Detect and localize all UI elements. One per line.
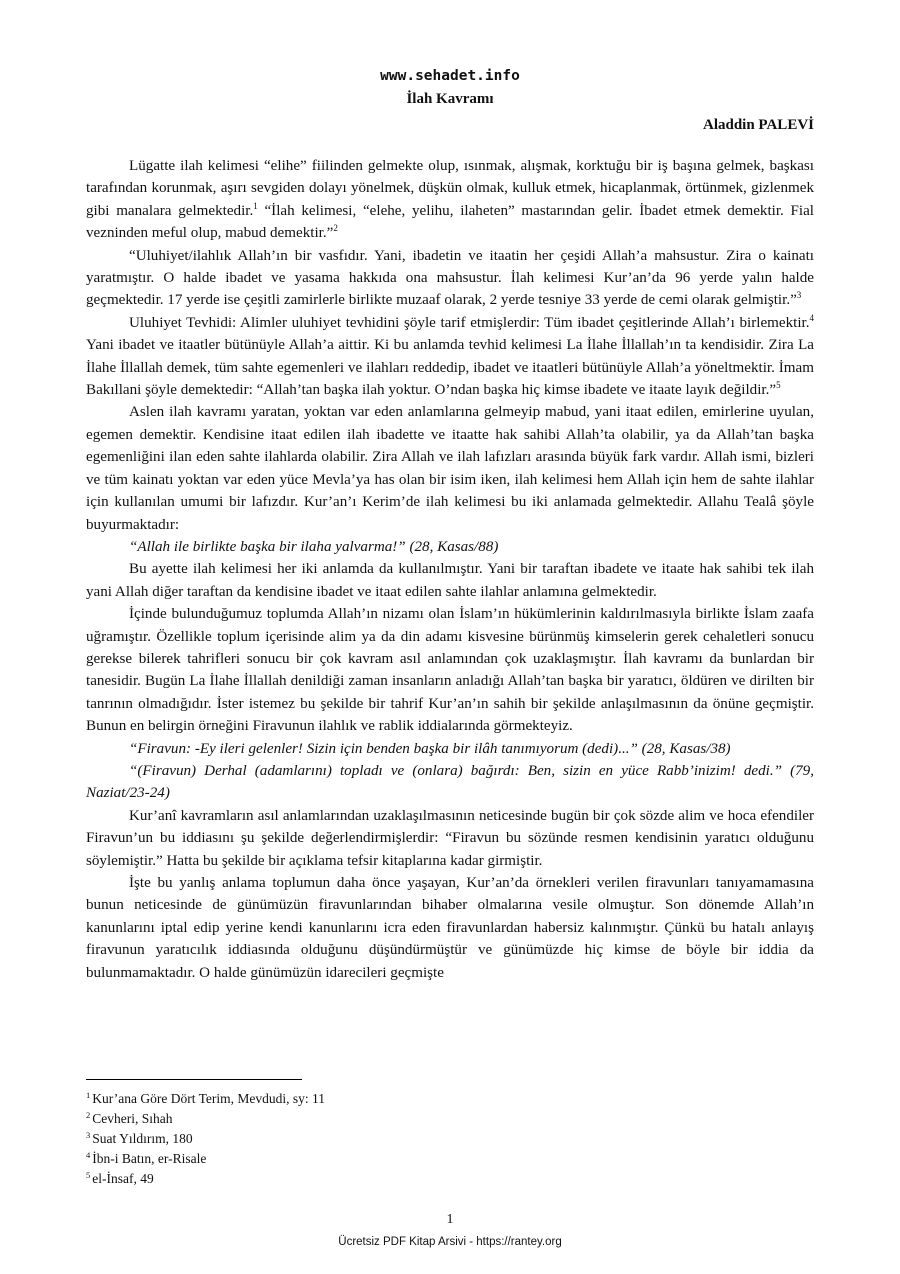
author-name: Aladdin PALEVİ [702, 117, 814, 133]
source-footer: Ücretsiz PDF Kitap Arsivi - https://rantey.org [338, 1236, 562, 1248]
footnotes [86, 1089, 325, 1189]
footnote-divider [86, 1079, 302, 1080]
article-body [86, 155, 814, 984]
footnote-ref-2: 2 [333, 223, 338, 234]
page-title: İlah Kavramı [406, 91, 494, 107]
footnote-ref-3: 3 [796, 290, 802, 301]
paragraph-4: Aslen ilah kavramı yaratan, yoktan var eden anlamlarına gelmeyip mabud, yani itaat edilen, emirlerine uyulan, egemen demektir. Kendisine itaat edilen ilah ibadette ve itaatte hak sahibi Allah’ta olabilir, ya da Allah’tan başka egemenliğini ilan eden sahte ilahlarda olabilir. Zira Allah ve ilah lafızları arasında büyük fark vardır. Allah ismi, bizleri ve tüm kainatı yoktan var eden yüce Mevla’ya has olan bir isim iken, ilah kelimesi hem Allah için hem de sahte ilahlar için kullanılan umumi bir lafızdır. Kur’an’ı Kerim’de ilah kelimesi bu iki anlamada gelmektedir. Allahu Tealâ şöyle buyurmaktadır: [86, 404, 814, 533]
paragraph-2: “Uluhiyet/ilahlık Allah’ın bir vasfıdır. Yani, ibadetin ve itaatin her çeşidi Allah’a mahsustur. Zira o kainatı yaratmıştır. O halde ibadet ve yasama hakkıda ona mahsustur. İlah kelimesi Kur’an’da 96 yerde yalın halde geçmektedir. 17 yerde ise çeşitli zamirlerle birlikte muzaaf olarak, 2 yerde tesniye 33 yerde de cemi olarak gelmiştir.”$^3$ [86, 247, 814, 309]
footnote: $^3$ Suat Yıldırım, 180 [86, 1129, 193, 1146]
paragraph-3: Uluhiyet Tevhidi: Alimler uluhiyet tevhidini şöyle tarif etmişlerdir: Tüm ibadet çeşitlerinde Allah’ı birlemektir.$^4$ Yani ibadet ve itaatler bütünüyle Allah’a aittir. Ki bu anlamda tevhid kelimesi La İlahe İllallah’ın ta kendisidir. Zira La İlahe İllallah demek, tüm sahte egemenleri ve ilahları reddedip, ibadet ve itaatleri bütünüyle Allah’a yöneltmektir. İmam Bakıllani şöyle demektedir: “Allah’tan başka ilah yoktur. O’ndan başka hiç kimse ibadete ve itaate layık değildir.”$^5$ [86, 312, 814, 399]
footnote: $^2$ Cevheri, Sıhah [86, 1109, 173, 1126]
quote-1: “Allah ile birlikte başka bir ilaha yalvarma!” (28, Kasas/88) [129, 538, 499, 555]
quote-2: “Firavun: -Ey ileri gelenler! Sizin için benden başka bir ilâh tanımıyorum (dedi)...” (28, Kasas/38) [129, 740, 731, 757]
footnote: $^5$ el-İnsaf, 49 [86, 1169, 154, 1186]
paragraph-7: Kur’anî kavramların asıl anlamlarından uzaklaşılmasının neticesinde bugün bir çok sözde alim ve hoca efendiler Firavun’un bu iddiasını şu şekilde değerlendirmişlerdir: “Firavun bu sözünde resmen kendisinin yaratıcı olduğunu söylemiştir.” Hatta bu şekilde bir açıklama tefsir kitaplarına kadar girmiştir. [86, 807, 814, 869]
footnote: $^4$ İbn-i Batın, er-Risale [86, 1149, 207, 1166]
footnote-ref-5: 5 [776, 380, 781, 391]
paragraph-1: Lügatte ilah kelimesi “elihe” fiilinden gelmekte olup, ısınmak, alışmak, korktuğu bir iş başına gelmek, başkası tarafından korunmak, aşırı sevgiden dolayı yönelmek, düşkün olmak, kulluk etmek, hicaplanmak, örtünmek, gizlenmek gibi manalara gelmektedir.$^1$ “İlah kelimesi, “elehe, yelihu, ilaheten” mastarından gelir. İbadet etmek demektir. Fial vezninden meful olup, mabud demektir.”$^2$ [86, 158, 814, 242]
footnote: $^1$ Kur’ana Göre Dört Terim, Mevdudi, sy: 11 [86, 1089, 326, 1106]
site-url: www.sehadet.info [380, 68, 520, 84]
quote-3: “(Firavun) Derhal (adamlarını) topladı ve (onlara) bağırdı: Ben, sizin en yüce Rabb’inizim! dedi.” (79, Naziat/23-24) [86, 762, 814, 802]
footnote-ref-1: 1 [253, 200, 258, 211]
paragraph-5: Bu ayette ilah kelimesi her iki anlamda da kullanılmıştır. Yani bir taraftan ibadete ve itaate hak sahibi tek ilah yani Allah diğer taraftan da kendisine ibadet ve itaat edilen sahte ilahlar anlamına gelmektedir. [86, 561, 814, 600]
footnote-ref-4: 4 [809, 312, 814, 323]
page-number: 1 [446, 1212, 454, 1227]
paragraph-6: İçinde bulunduğumuz toplumda Allah’ın nizamı olan İslam’ın hükümlerinin kaldırılmasıyla birlikte İslam zaafa uğramıştır. Özellikle toplum içerisinde alim ya da din adamı kisvesine bürünmüş kimselerin gerek cehaletleri sonucu gerekse bilerek tahrifleri sonucu bir çok kavram asıl anlamından çok uzaklaşmıştır. İlah kavramı da bunlardan bir tanesidir. Bugün La İlahe İllallah denildiği zaman insanların anladığı Allah’tan başka bir yaratıcı, öldüren ve dirilten bir tanrının olmadığıdır. İster istemez bu şekilde bir tahrif Kur’an’ın sahih bir şekilde anlaşılmasının da önüne geçmiştir. Bunun en belirgin örneğini Firavunun ilahlık ve rablik iddialarında görmekteyiz. [86, 606, 814, 735]
paragraph-8: İşte bu yanlış anlama toplumun daha önce yaşayan, Kur’an’da örnekleri verilen firavunları tanıyamamasına bunun neticesinde de günümüzün firavunlarından bihaber olmalarına vesile olmuştur. Son dönemde Allah’ın kanunlarını iptal edip yerine kendi kanunlarını icra eden firavunlardan habersiz kalınmıştır. Çünkü bu hatalı anlayış firavunun yaratıcılık iddiasında olduğunu düşündürmüştür ve günümüzde hiç kimse de böyle bir iddia da bulunmamaktadır. O halde günümüzün idarecileri geçmişte [86, 875, 814, 981]
